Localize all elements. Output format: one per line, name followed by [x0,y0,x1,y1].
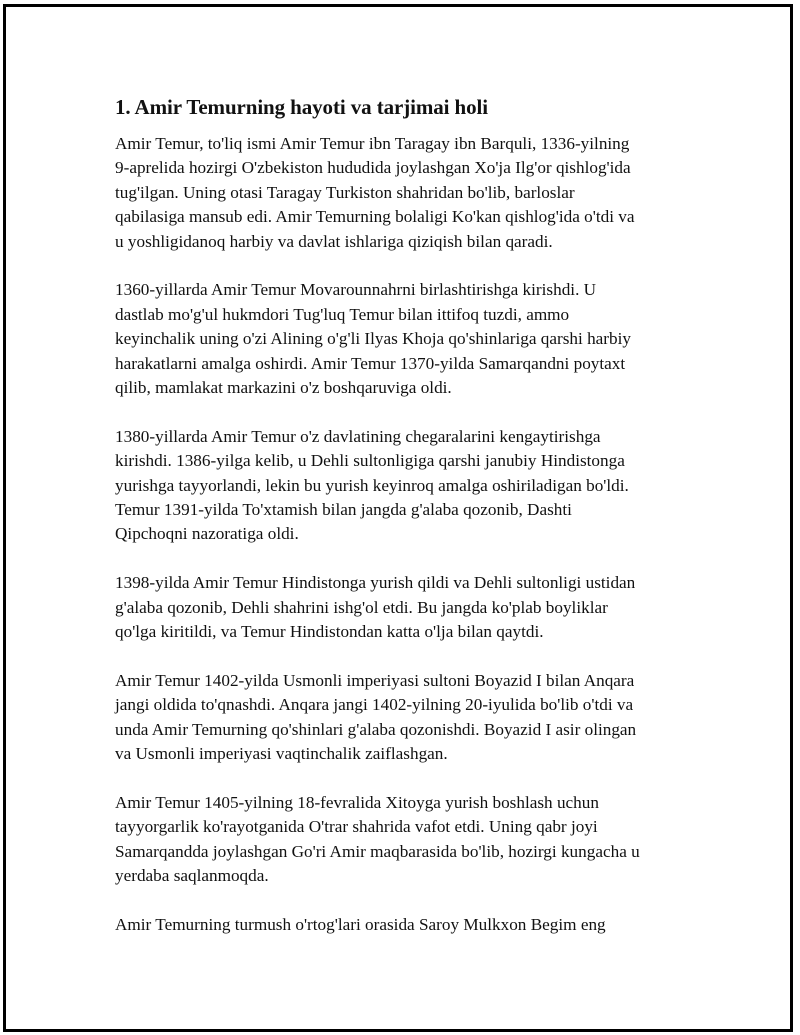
text-line: keyinchalik uning o'zi Alining o'g'li Ilyas Khoja qo'shinlariga qarshi harbiy [115,329,631,349]
text-line: dastlab mo'g'ul hukmdori Tug'luq Temur bilan ittifoq tuzdi, ammo [115,304,570,324]
text-line: yurishga tayyorlandi, lekin bu yurish keyinroq amalga oshiriladigan bo'ldi. [115,475,629,495]
text-line: Amir Temur, to'liq ismi Amir Temur ibn Taragay ibn Barquli, 1336-yilning [115,134,630,153]
text-line: 1380-yillarda Amir Temur o'z davlatining chegaralarini kengaytirishga [115,426,601,446]
paragraph-1398 [115,571,690,644]
text-line: tug'ilgan. Uning otasi Taragay Turkiston shahridan bo'lib, barloslar [115,182,575,202]
text-line: qabilasiga mansub edi. Amir Temurning bolaligi Ko'kan qishlog'ida o'tdi va [115,207,635,227]
text-line: qo'lga kiritildi, va Temur Hindistondan katta o'lja bilan qaytdi. [115,622,544,642]
text-line: 1360-yillarda Amir Temur Movarounnahrni birlashtirishga kirishdi. U [115,280,597,300]
text-line: jangi oldida to'qnashdi. Anqara jangi 1402-yilning 20-iyulida bo'lib o'tdi va [115,695,634,715]
section-heading: 1. Amir Temurning hayoti va tarjimai holi [115,95,488,119]
paragraph-1402 [115,669,690,767]
paragraph-birth [115,132,690,254]
text-line: Temur 1391-yilda To'xtamish bilan jangda g'alaba qozonib, Dashti [115,500,572,520]
text-line: yerdaba saqlanmoqda. [115,866,269,886]
text-line: Samarqandda joylashgan Go'ri Amir maqbarasida bo'lib, hozirgi kungacha u [115,841,640,861]
paragraph-spouses [115,913,690,937]
text-line: harakatlarni amalga oshirdi. Amir Temur 1370-yilda Samarqandni poytaxt [115,353,626,373]
text-line: Amir Temur 1405-yilning 18-fevralida Xitoyga yurish boshlash uchun [115,792,599,812]
text-line: kirishdi. 1386-yilga kelib, u Dehli sultonligiga qarshi janubiy Hindistonga [115,451,625,471]
text-line: unda Amir Temurning qo'shinlari g'alaba qozonishdi. Boyazid I asir olingan [115,719,637,739]
paragraph-1405 [115,791,690,889]
text-line: Qipchoqni nazoratiga oldi. [115,524,299,544]
text-line: 9-aprelida hozirgi O'zbekiston hududida joylashgan Xo'ja Ilg'or qishlog'ida [115,158,631,178]
text-line: Amir Temur 1402-yilda Usmonli imperiyasi sultoni Boyazid I bilan Anqara [115,670,635,690]
text-line: g'alaba qozonib, Dehli shahrini ishg'ol etdi. Bu jangda ko'plab boyliklar [115,597,608,617]
paragraph-1360s [115,278,690,400]
text-line: 1398-yilda Amir Temur Hindistonga yurish qildi va Dehli sultonligi ustidan [115,573,636,593]
text-line: tayyorgarlik ko'rayotganida O'trar shahrida vafot etdi. Uning qabr joyi [115,817,598,837]
paragraph-1380s [115,425,690,547]
document-body [115,93,690,962]
text-line: Amir Temurning turmush o'rtog'lari orasida Saroy Mulkxon Begim eng [115,914,606,934]
text-line: va Usmonli imperiyasi vaqtinchalik zaiflashgan. [115,744,448,764]
text-line: qilib, mamlakat markazini o'z boshqaruviga oldi. [115,378,452,398]
text-line: u yoshligidanoq harbiy va davlat ishlariga qiziqish bilan qaradi. [115,231,553,251]
